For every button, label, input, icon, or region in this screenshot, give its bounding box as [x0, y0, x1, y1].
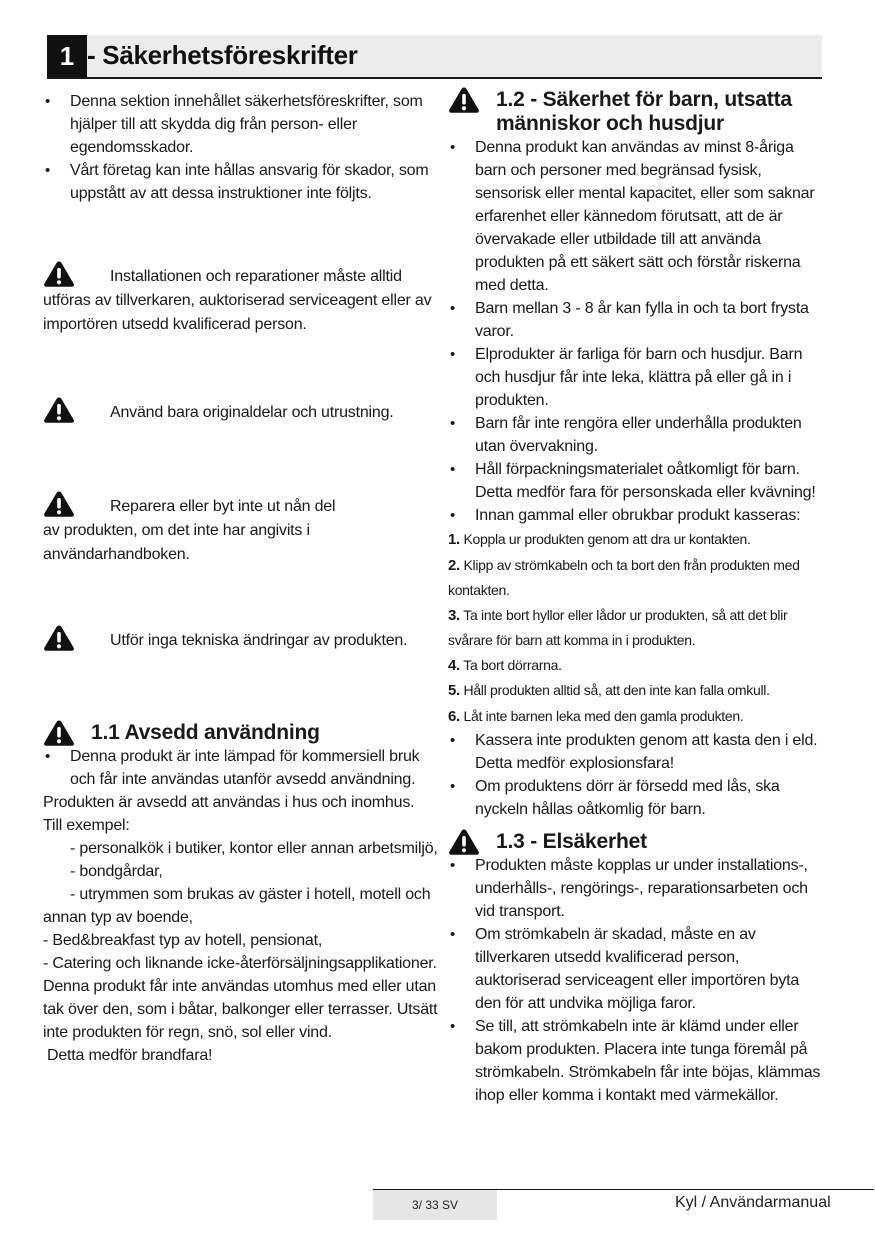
warning-installation: Installationen och reparationer måste alltid utföras av tillverkaren, auktoriserad serviceagent eller av importören utsedd kvalificerad person. [43, 265, 441, 337]
manual-title: Kyl / Användarmanual [675, 1194, 831, 1211]
right-column [448, 88, 826, 1107]
list-item: • Om produktens dörr är försedd med lås, ska nyckeln hållas oåtkomlig för barn. [448, 775, 826, 821]
list-item: • Kassera inte produkten genom att kasta den i eld. Detta medför explosionsfara! [448, 729, 826, 775]
section-number: 1 [47, 35, 87, 77]
list-item: • Elprodukter är farliga för barn och husdjur. Barn och husdjur får inte leka, klättra på eller gå in i produkten. [448, 343, 826, 412]
list-item: • Denna produkt kan användas av minst 8-åriga barn och personer med begränsad fysisk, sensorisk eller mental kapacitet, eller som saknar erfarenhet eller kännedom förutsatt, att de är övervakade eller utbildade till att använda produkten på ett säkert sätt och förstår riskerna med detta. [448, 136, 826, 297]
section-header [47, 35, 822, 79]
page-number: 3/ 33 SV [373, 1190, 497, 1220]
list-item: • Denna sektion innehållet säkerhetsföreskrifter, som hjälper till att skydda dig från person- eller egendomsskador. [43, 90, 441, 159]
example-item: - Catering och liknande icke-återförsäljningsapplikationer. [43, 955, 437, 972]
example-item: - personalkök i butiker, kontor eller annan arbetsmiljö, [70, 840, 438, 857]
disposal-step: 4. Ta bort dörrarna. [448, 656, 562, 674]
warning-icon [43, 624, 75, 652]
left-column [43, 90, 441, 1067]
section-title: - Säkerhetsföreskrifter [87, 40, 358, 70]
warning-icon [43, 260, 75, 288]
disposal-step: 1. Koppla ur produkten genom att dra ur kontakten. [448, 531, 751, 548]
paragraph: Denna produkt får inte användas utomhus med eller utan tak över den, som i båtar, balkonger eller terrasser. Utsätt inte produkten för regn, snö, sol eller vind. [43, 978, 438, 1041]
list-item: • Produkten måste kopplas ur under installations-, underhålls-, rengörings-, reparationsarbeten och vid transport. [448, 854, 826, 923]
disposal-step: 5. Håll produkten alltid så, att den inte kan falla omkull. [448, 682, 770, 699]
example-item: - bondgårdar, [70, 863, 163, 880]
list-item: • Håll förpackningsmaterialet oåtkomligt för barn. Detta medför fara för personskada eller kvävning! [448, 458, 826, 504]
list-item: • Denna produkt är inte lämpad för kommersiell bruk och får inte användas utanför avsedd användning. [43, 745, 441, 791]
list-item: • Se till, att strömkabeln inte är klämd under eller bakom produkten. Placera inte tunga föremål på strömkabeln. Strömkabeln får inte böjas, klämmas ihop eller komma i kontakt med värmekällor. [448, 1015, 826, 1107]
warning-icon [448, 828, 480, 856]
warning-modifications: Utför inga tekniska ändringar av produkten. [43, 629, 441, 653]
warning-icon [448, 86, 480, 114]
section-1-2-heading: 1.2 - Säkerhet för barn, utsatta människor och husdjur [448, 88, 826, 136]
example-item: - Bed&breakfast typ av hotell, pensionat, [43, 932, 323, 949]
warning-original-parts: Använd bara originaldelar och utrustning. [43, 401, 441, 425]
warning-icon [43, 490, 75, 518]
example-item: - utrymmen som brukas av gäster i hotell, motell och annan typ av boende, [43, 886, 431, 926]
warning-icon [43, 396, 75, 424]
fire-hazard-note: Detta medför brandfara! [47, 1047, 213, 1064]
list-item: • Barn mellan 3 - 8 år kan fylla in och ta bort frysta varor. [448, 297, 826, 343]
section-1-1-heading: 1.1 Avsedd användning [43, 721, 441, 745]
paragraph: Produkten är avsedd att användas i hus och inomhus. [43, 794, 415, 811]
list-item: • Om strömkabeln är skadad, måste en av tillverkaren utsedd kvalificerad person, auktoriserad serviceagent eller importören byta den för att undvika möjliga faror. [448, 923, 826, 1015]
list-item: • Innan gammal eller obrukbar produkt kasseras: [448, 504, 826, 527]
section-1-3-heading: 1.3 - Elsäkerhet [448, 830, 826, 854]
paragraph: Till exempel: [43, 817, 130, 834]
warning-repair: Reparera eller byt inte ut nån del av produkten, om det inte har angivits i användarhandboken. [43, 495, 441, 567]
warning-icon [43, 719, 75, 747]
disposal-step: 2. Klipp av strömkabeln och ta bort den från produkten med kontakten. [448, 556, 800, 598]
list-item: • Vårt företag kan inte hållas ansvarig för skador, som uppstått av att dessa instruktioner inte följts. [43, 159, 441, 205]
list-item: • Barn får inte rengöra eller underhålla produkten utan övervakning. [448, 412, 826, 458]
disposal-step: 6. Låt inte barnen leka med den gamla produkten. [448, 707, 744, 725]
disposal-step: 3. Ta inte bort hyllor eller lådor ur produkten, så att det blir svårare för barn att komma in i produkten. [448, 606, 788, 648]
